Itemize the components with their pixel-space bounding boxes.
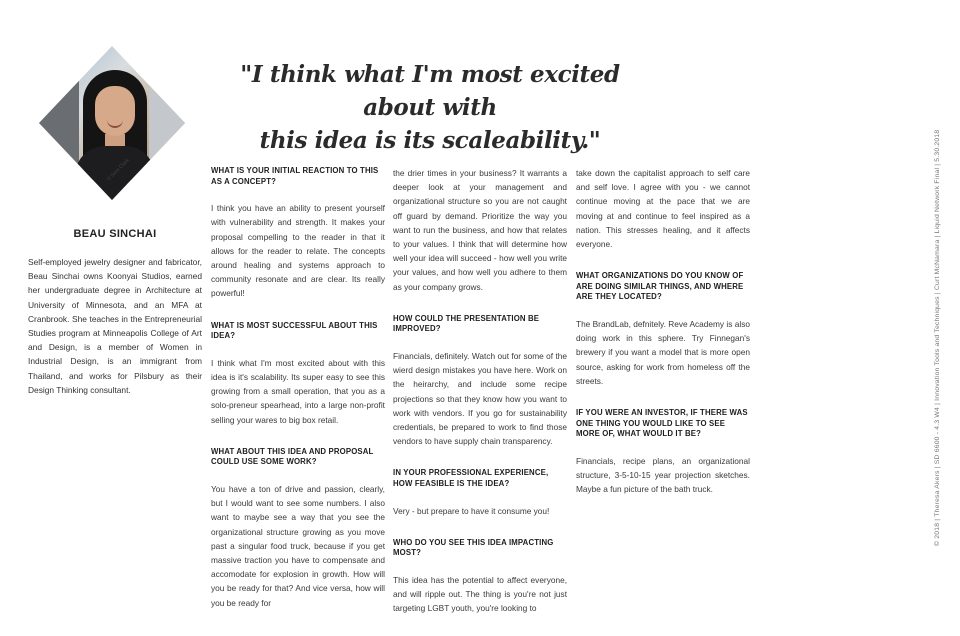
interview-column-2 (393, 166, 567, 636)
answer-text: You have a ton of drive and passion, clearly, but I would want to see some numbers. I also want to maybe see a way that you see the organizational structure growing as you move past a singular food truck, because if you get massive traction you have to compensate and accomodate for explosion in growth. How will you be ready for that? And vice versa, how will you be ready for (211, 484, 385, 608)
pull-quote-line-2: this idea is its scaleability." (259, 127, 601, 154)
question-heading: WHAT ORGANIZATIONS DO YOU KNOW OF ARE DOING SIMILAR THINGS, AND WHERE ARE THEY LOCATED? (576, 271, 744, 302)
pull-quote-line-1: "I think what I'm most excited about with (240, 61, 620, 121)
photo-face (95, 86, 135, 136)
answer-text: Financials, definitely. Watch out for some of the wierd design mistakes you have here. Work on the heirarchy, and include some recipe projections so that they know how you want to work with vendors. If you go for sustainability credentials, be prepared to work to find those vendors to have supply chain transparency. (393, 351, 567, 447)
interview-column-3 (576, 166, 750, 516)
answer-text: The BrandLab, defnitely. Reve Academy is also doing work in this sphere. Try Finnegan's brewery if you want a model that is more open source, asking for work from homeless off the streets. (576, 319, 750, 386)
photo-credit: © Sara Clark (106, 157, 131, 183)
photo-background-right (149, 76, 185, 166)
profile-bio: Self-employed jewelry designer and fabricator, Beau Sinchai owns Koonyai Studios, earned her undergraduate degree in Architecture at University of Minnesota, and an MFA at Cranbrook. She teaches in the Entrepreneurial Studies program at Minneapolis College of Art and Design, is a member of Women in Industrial Design, is an immigrant from Thailand, and works for Pilsbury as their Design Thinking consultant. (28, 257, 202, 395)
answer-text: This idea has the potential to affect everyone, and will ripple out. The thing is you're not just targeting LGBT youth, you're looking to (393, 575, 567, 614)
answer-text: I think what I'm most excited about with this idea is it's scalability. Its super easy to see this growing from a small operation, that you as a solo-preneur spearhead, into a large non-profit selling your wares to big box retail. (211, 357, 385, 425)
question-heading: IF YOU WERE AN INVESTOR, IF THERE WAS ONE THING YOU WOULD LIKE TO SEE MORE OF, WHAT WOULD IT BE? (576, 408, 748, 439)
pull-quote (210, 58, 650, 157)
question-heading: IN YOUR PROFESSIONAL EXPERIENCE, HOW FEASIBLE IS THE IDEA? (393, 468, 549, 489)
photo-background-left (39, 66, 79, 176)
interview-column-1 (211, 166, 385, 630)
vertical-footer-credit: © 2018 | Theresa Akers | SD 6600 - 4.3 W4 | Innovation Tools and Techniques | Curt McNamara | Liquid Network Final | 5.30.2018 (934, 129, 941, 546)
question-heading: WHAT IS YOUR INITIAL REACTION TO THIS AS A CONCEPT? (211, 166, 379, 186)
answer-text: Very - but prepare to have it consume you! (393, 505, 550, 516)
profile-name: BEAU SINCHAI (73, 228, 157, 240)
question-heading: WHAT IS MOST SUCCESSFUL ABOUT THIS IDEA? (211, 320, 378, 341)
answer-text: Financials, recipe plans, an organizational structure, 3-5-10-15 year projection sketches. Maybe a fun picture of the bath truck. (576, 455, 750, 495)
answer-text-continued: take down the capitalist approach to self care and self love. I agree with you - we cannot continue moving at the pace that we are moving at and continue to feel inspired as a nation. This stresses healing, and it affects everyone. (576, 168, 750, 250)
question-heading: WHO DO YOU SEE THIS IDEA IMPACTING MOST? (393, 537, 554, 558)
answer-text: I think you have an ability to present yourself with vulnerability and strength. It makes your proposal compelling to the reader in that it allows for the reader to relate. The concepts around healing and systems approach to community resonate and are clear. Its really powerful! (211, 203, 385, 299)
question-heading: HOW COULD THE PRESENTATION BE IMPROVED? (393, 313, 540, 334)
answer-text-continued: the drier times in your business? It warrants a deeper look at your management and organizational structure so you are not caught off guard by demand. Prioritize the way you want to run the business, and how that relates to your values. I think that will determine how well your idea will succeed - how well you write your values, and how well you adhere to them as your company grows. (393, 168, 567, 292)
question-heading: WHAT ABOUT THIS IDEA AND PROPOSAL COULD USE SOME WORK? (211, 446, 374, 467)
